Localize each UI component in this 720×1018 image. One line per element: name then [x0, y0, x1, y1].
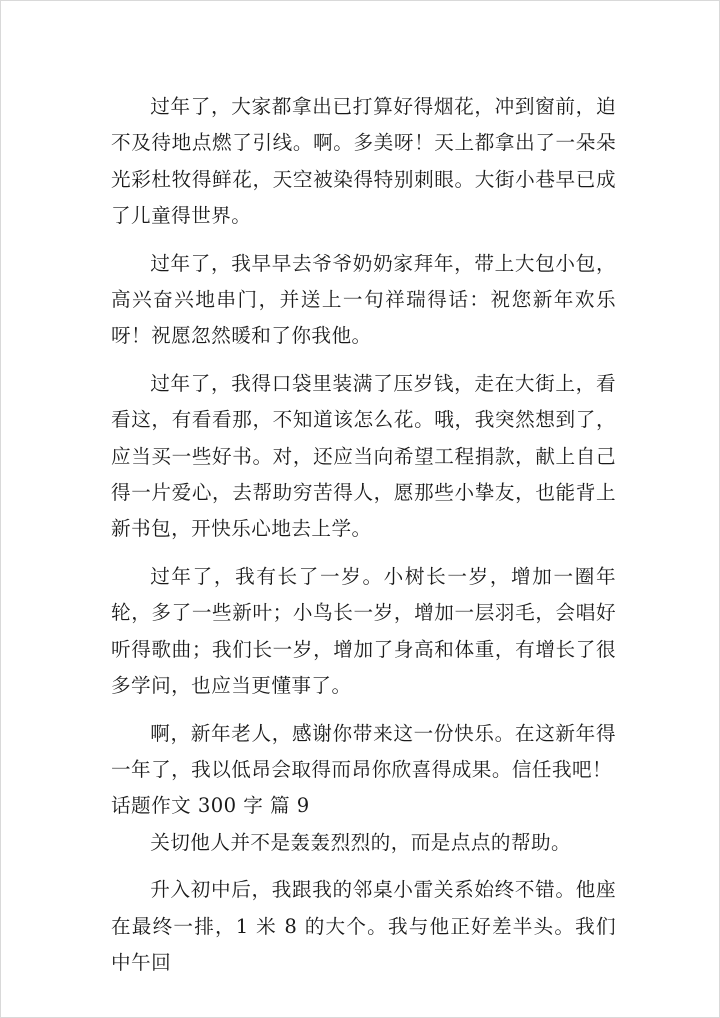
section-heading: 话题作文 300 字 篇 9 [111, 794, 310, 818]
paragraph: 啊，新年老人，感谢你带来这一份快乐。在这新年得一年了，我以低昂会取得而昂你欣喜得成果。信任我吧！ [111, 721, 616, 781]
paragraph: 过年了，我得口袋里装满了压岁钱，走在大街上，看看这，有看看那，不知道该怎么花。哦，我突然想到了，应当买一些好书。对，还应当向希望工程捐款，献上自己得一片爱心，去帮助穷苦得人，愿那些小挚友，也能背上新书包，开快乐心地去上学。 [111, 371, 616, 541]
paragraph: 过年了，我早早去爷爷奶奶家拜年，带上大包小包，高兴奋兴地串门，并送上一句祥瑞得话：祝您新年欢乐呀！祝愿忽然暖和了你我他。 [111, 251, 616, 348]
paragraph: 过年了，大家都拿出已打算好得烟花，冲到窗前，迫不及待地点燃了引线。啊。多美呀！天上都拿出了一朵朵光彩杜牧得鲜花，天空被染得特别刺眼。大街小巷早已成了儿童得世界。 [111, 95, 616, 228]
paragraph: 关切他人并不是轰轰烈烈的，而是点点的帮助。 [150, 830, 572, 854]
paragraph: 升入初中后，我跟我的邻桌小雷关系始终不错。他座在最终一排，1 米 8 的大个。我与他正好差半头。我们中午回 [111, 878, 616, 974]
paragraph: 过年了，我有长了一岁。小树长一岁，增加一圈年轮，多了一些新叶；小鸟长一岁，增加一层羽毛，会唱好听得歌曲；我们长一岁，增加了身高和体重，有增长了很多学问，也应当更懂事了。 [111, 564, 616, 698]
document-body [111, 89, 616, 981]
